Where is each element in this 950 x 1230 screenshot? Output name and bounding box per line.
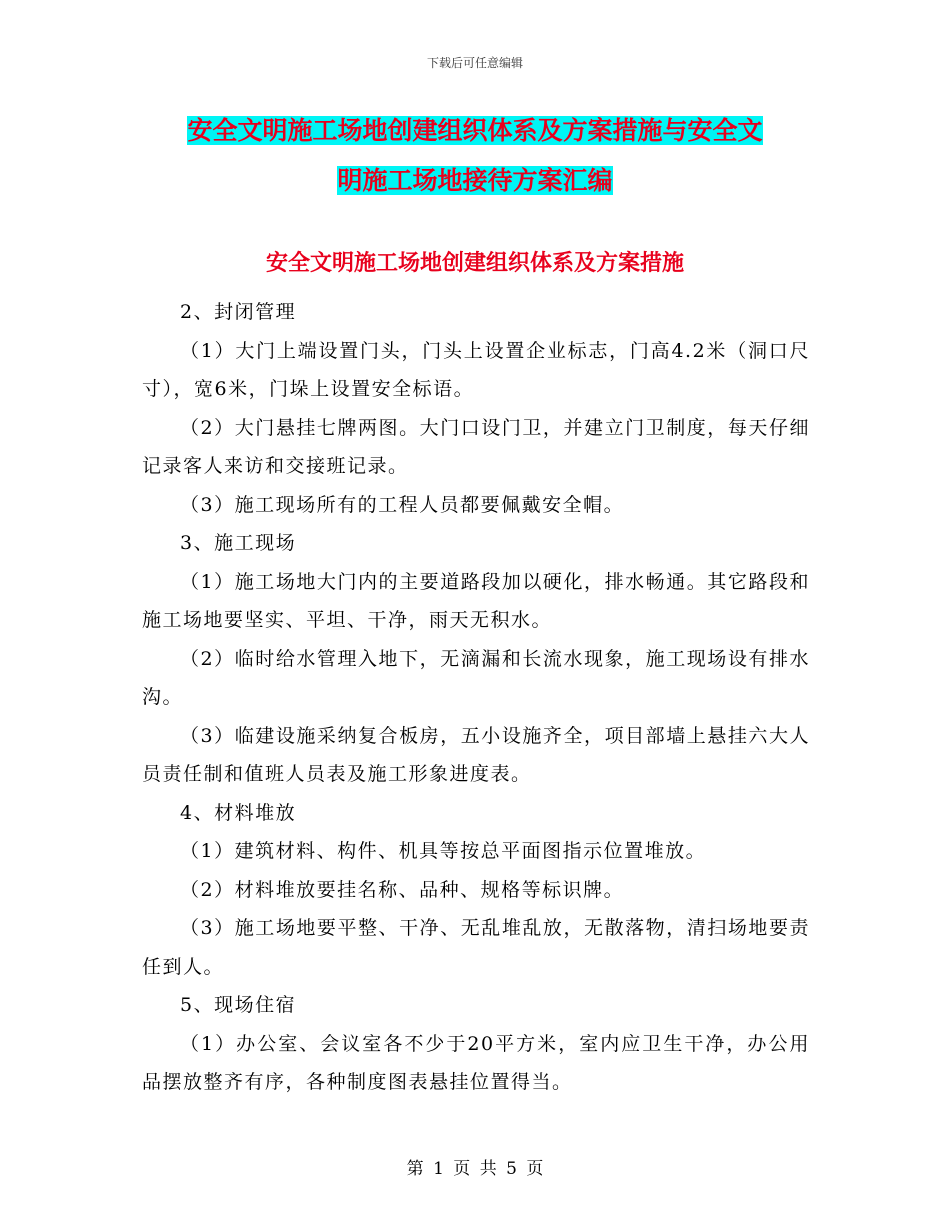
paragraph-heading: 3、施工现场 xyxy=(180,532,297,554)
paragraph-heading: 2、封闭管理 xyxy=(180,301,297,323)
paragraph-heading: 4、材料堆放 xyxy=(180,801,297,824)
main-title xyxy=(140,106,810,206)
main-title-line1: 安全文明施工场地创建组织体系及方案措施与安全文 xyxy=(187,116,763,145)
paragraph: （2）大门悬挂七牌两图。大门口设门卫，并建立门卫制度，每天仔细记录客人来访和交接班记录。 xyxy=(142,416,810,477)
paragraph: （3）临建设施采纳复合板房，五小设施齐全，项目部墙上悬挂六大人员责任制和值班人员表及施工形象进度表。 xyxy=(142,724,810,785)
page-number: 第 1 页 共 5 页 xyxy=(406,1159,544,1179)
paragraph: （1）施工场地大门内的主要道路段加以硬化，排水畅通。其它路段和施工场地要坚实、平坦、干净，雨天无积水。 xyxy=(142,570,810,631)
paragraph: （1）办公室、会议室各不少于20平方米，室内应卫生干净，办公用品摆放整齐有序，各种制度图表悬挂位置得当。 xyxy=(142,1032,810,1093)
body-text xyxy=(142,293,810,1102)
paragraph: （2）材料堆放要挂名称、品种、规格等标识牌。 xyxy=(180,878,625,901)
paragraph: （1）建筑材料、构件、机具等按总平面图指示位置堆放。 xyxy=(180,840,707,862)
paragraph: （1）大门上端设置门头，门头上设置企业标志，门高4.2米（洞口尺寸），宽6米，门垛上设置安全标语。 xyxy=(142,339,810,400)
header-note: 下载后可任意编辑 xyxy=(426,56,523,70)
paragraph: （2）临时给水管理入地下，无滴漏和长流水现象，施工现场设有排水沟。 xyxy=(142,647,810,708)
paragraph-heading: 5、现场住宿 xyxy=(180,994,297,1016)
main-title-line2: 明施工场地接待方案汇编 xyxy=(337,166,613,195)
paragraph: （3）施工现场所有的工程人员都要佩戴安全帽。 xyxy=(180,493,625,516)
section-title: 安全文明施工场地创建组织体系及方案措施 xyxy=(265,250,684,276)
paragraph: （3）施工场地要平整、干净、无乱堆乱放，无散落物，清扫场地要责任到人。 xyxy=(142,917,810,978)
